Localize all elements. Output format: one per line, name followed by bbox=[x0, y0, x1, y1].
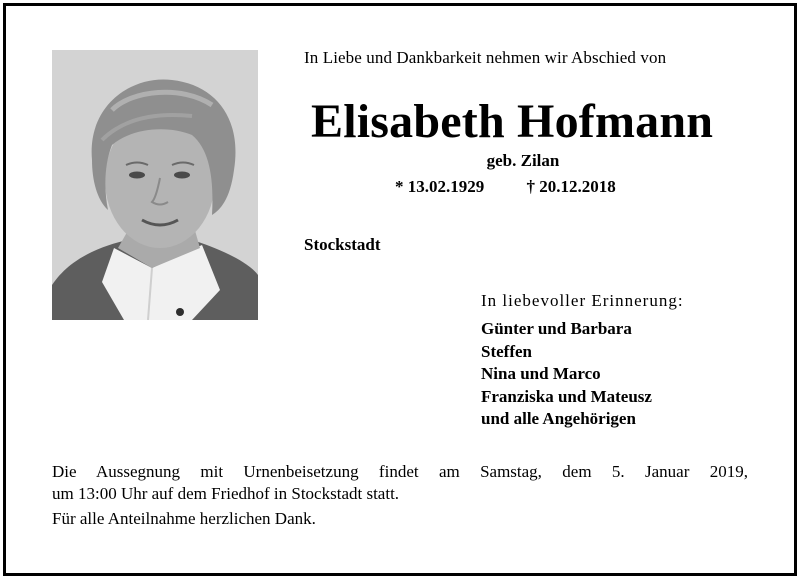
ceremony-line: um 13:00 Uhr auf dem Friedhof in Stockstadt statt. bbox=[52, 484, 400, 503]
portrait-photo bbox=[52, 50, 258, 320]
deceased-name: Elisabeth Hofmann bbox=[311, 95, 714, 148]
memory-heading: In liebevoller Erinnerung: bbox=[481, 291, 684, 310]
mourner-item: Steffen bbox=[481, 341, 532, 361]
mourner-item: Nina und Marco bbox=[481, 364, 601, 383]
ceremony-info bbox=[52, 461, 748, 505]
life-dates bbox=[395, 177, 616, 197]
mourner-item: Günter und Barbara bbox=[481, 319, 632, 338]
portrait-image bbox=[52, 50, 258, 320]
thanks-text: Für alle Anteilnahme herzlichen Dank. bbox=[52, 509, 316, 528]
mourner-item: Franziska und Mateusz bbox=[481, 386, 652, 406]
mourner-item: und alle Angehörigen bbox=[481, 409, 636, 428]
maiden-name-line bbox=[0, 151, 800, 171]
birth-date: * 13.02.1929 bbox=[395, 177, 485, 196]
maiden-name: geb. Zilan bbox=[486, 151, 560, 170]
mourners-list bbox=[481, 318, 652, 431]
location: Stockstadt bbox=[304, 235, 381, 254]
death-date: † 20.12.2018 bbox=[526, 177, 616, 196]
ceremony-line: Die Aussegnung mit Urnenbeisetzung findet am Samstag, dem 5. Januar 2019, bbox=[52, 462, 748, 481]
intro-text: In Liebe und Dankbarkeit nehmen wir Abschied von bbox=[304, 48, 667, 67]
